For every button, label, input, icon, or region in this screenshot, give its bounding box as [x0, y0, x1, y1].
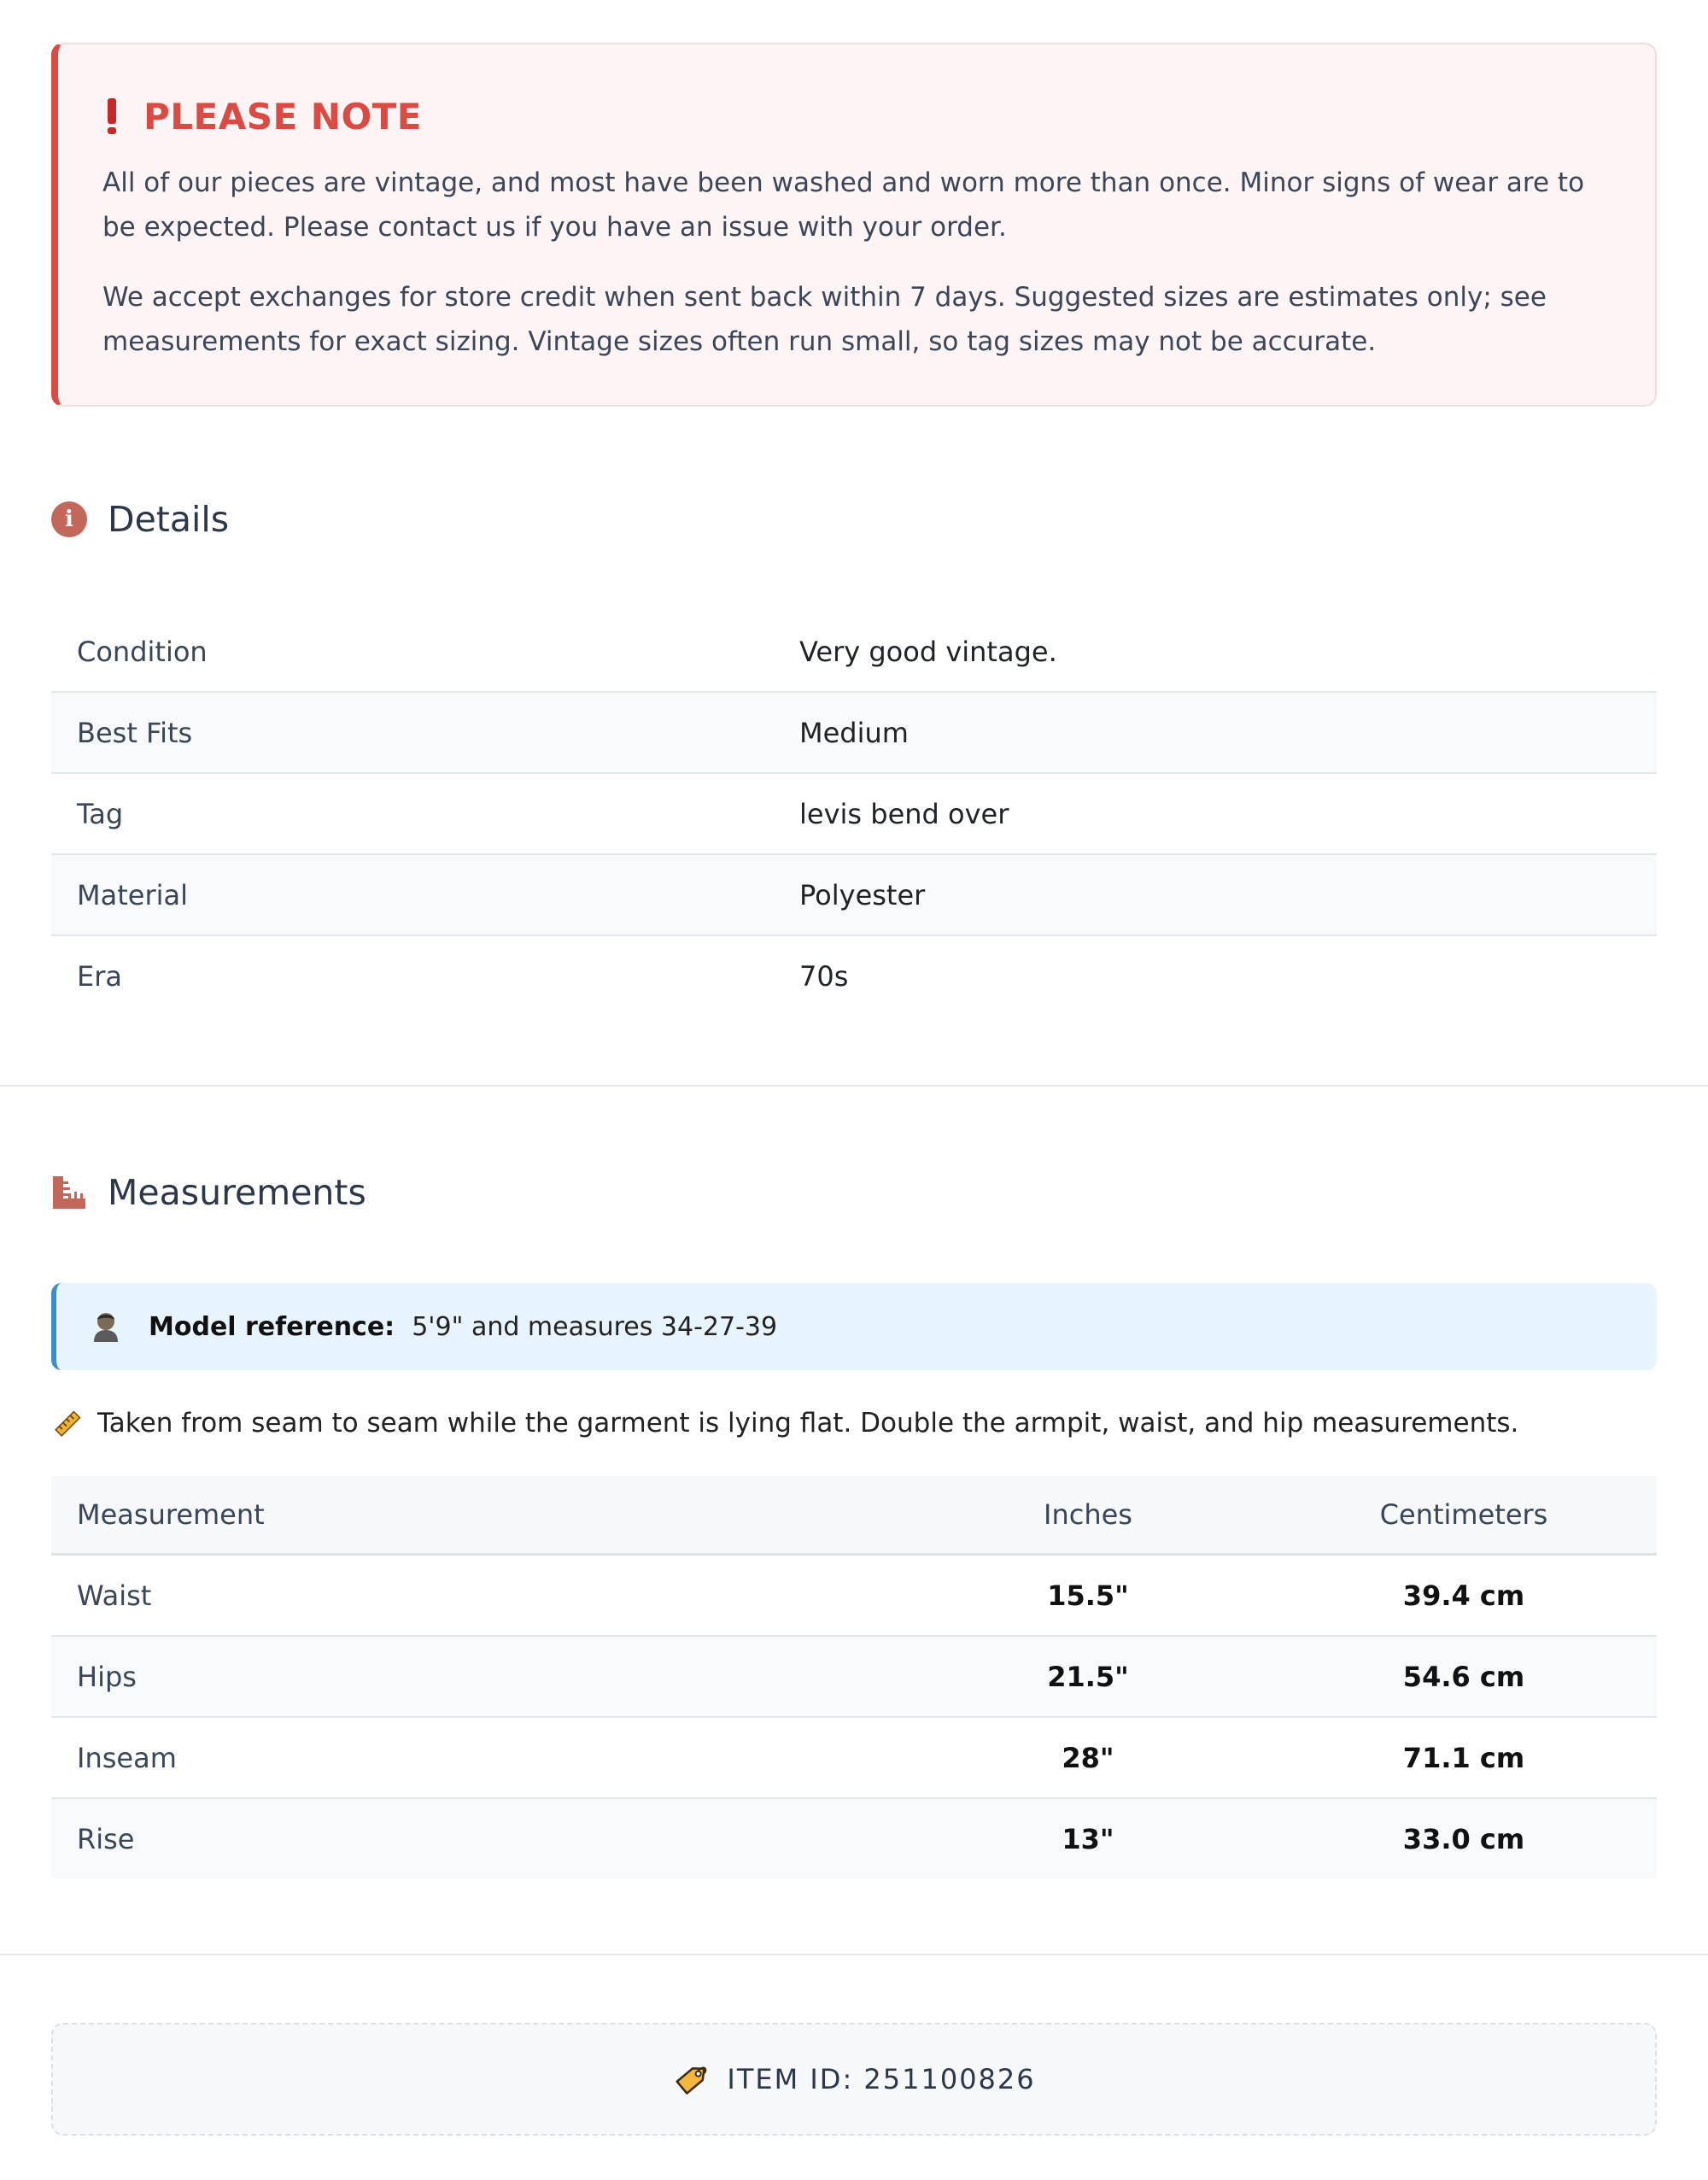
person-icon	[89, 1310, 123, 1344]
please-note-notice	[51, 43, 1657, 407]
measurement-note-text: Taken from seam to seam while the garment is lying flat. Double the armpit, waist, and hip measurements.	[97, 1408, 1519, 1439]
details-label: Best Fits	[77, 716, 193, 749]
measurement-inches: 28"	[1062, 1741, 1114, 1774]
table-row-waist	[51, 1556, 1657, 1637]
header-inches: Inches	[1044, 1498, 1132, 1531]
notice-paragraph-1: All of our pieces are vintage, and most have been washed and worn more than once. Minor signs of wear are to be expected. Please contact us if you have an issue with your order.	[102, 167, 1585, 243]
table-row-hips	[51, 1637, 1657, 1718]
table-row-inseam	[51, 1718, 1657, 1799]
notice-paragraph-2: We accept exchanges for store credit when sent back within 7 days. Suggested sizes are estimates only; see measurements for exact sizing. Vintage sizes often run small, so tag sizes may not be accurate.	[102, 282, 1547, 357]
details-row-material	[51, 855, 1657, 936]
table-header-row	[51, 1476, 1657, 1556]
details-label: Condition	[77, 635, 208, 668]
measurement-inches: 15.5"	[1047, 1579, 1129, 1612]
model-reference-label: Model reference:	[149, 1311, 395, 1342]
notice-header	[102, 92, 1606, 140]
section-divider	[0, 1085, 1708, 1087]
model-reference-value: 5'9" and measures 34-27-39	[412, 1311, 778, 1342]
details-table	[51, 612, 1657, 1016]
details-row-era	[51, 936, 1657, 1016]
tag-icon	[672, 2060, 711, 2099]
measurement-inches: 21.5"	[1047, 1660, 1129, 1693]
measurement-name: Waist	[77, 1579, 152, 1612]
details-label: Tag	[77, 797, 124, 830]
notice-title: PLEASE NOTE	[143, 95, 422, 138]
details-row-condition	[51, 612, 1657, 693]
details-value: Very good vintage.	[799, 635, 1057, 668]
details-title: Details	[108, 499, 230, 540]
details-row-tag	[51, 774, 1657, 855]
measurement-cm: 39.4 cm	[1402, 1579, 1525, 1612]
ruler-icon	[51, 1175, 87, 1210]
header-centimeters: Centimeters	[1379, 1498, 1548, 1531]
details-value: 70s	[799, 959, 849, 993]
measurement-cm: 33.0 cm	[1402, 1822, 1525, 1855]
item-id-box	[51, 2023, 1657, 2136]
details-label: Material	[77, 878, 188, 911]
measurements-table	[51, 1476, 1657, 1878]
measurement-cm: 71.1 cm	[1402, 1741, 1525, 1774]
details-heading	[51, 499, 229, 540]
table-row-rise	[51, 1799, 1657, 1878]
header-measurement: Measurement	[77, 1498, 265, 1531]
measurement-cm: 54.6 cm	[1402, 1660, 1525, 1693]
details-value: levis bend over	[799, 797, 1009, 830]
measurement-name: Hips	[77, 1660, 137, 1693]
measurement-note	[51, 1406, 1518, 1440]
details-label: Era	[77, 959, 122, 993]
info-icon: i	[51, 501, 87, 537]
details-value: Medium	[799, 716, 909, 749]
measurement-name: Inseam	[77, 1741, 177, 1774]
measurement-name: Rise	[77, 1822, 135, 1855]
details-value: Polyester	[799, 878, 926, 911]
pencil-icon	[51, 1406, 85, 1440]
measurements-title: Measurements	[108, 1172, 366, 1213]
exclamation-icon	[106, 98, 118, 134]
measurement-inches: 13"	[1062, 1822, 1114, 1855]
model-reference-box	[51, 1283, 1657, 1370]
section-divider	[0, 1954, 1708, 1955]
details-row-best-fits	[51, 693, 1657, 774]
item-id-text: ITEM ID: 251100826	[727, 2063, 1036, 2095]
measurements-heading	[51, 1172, 366, 1213]
